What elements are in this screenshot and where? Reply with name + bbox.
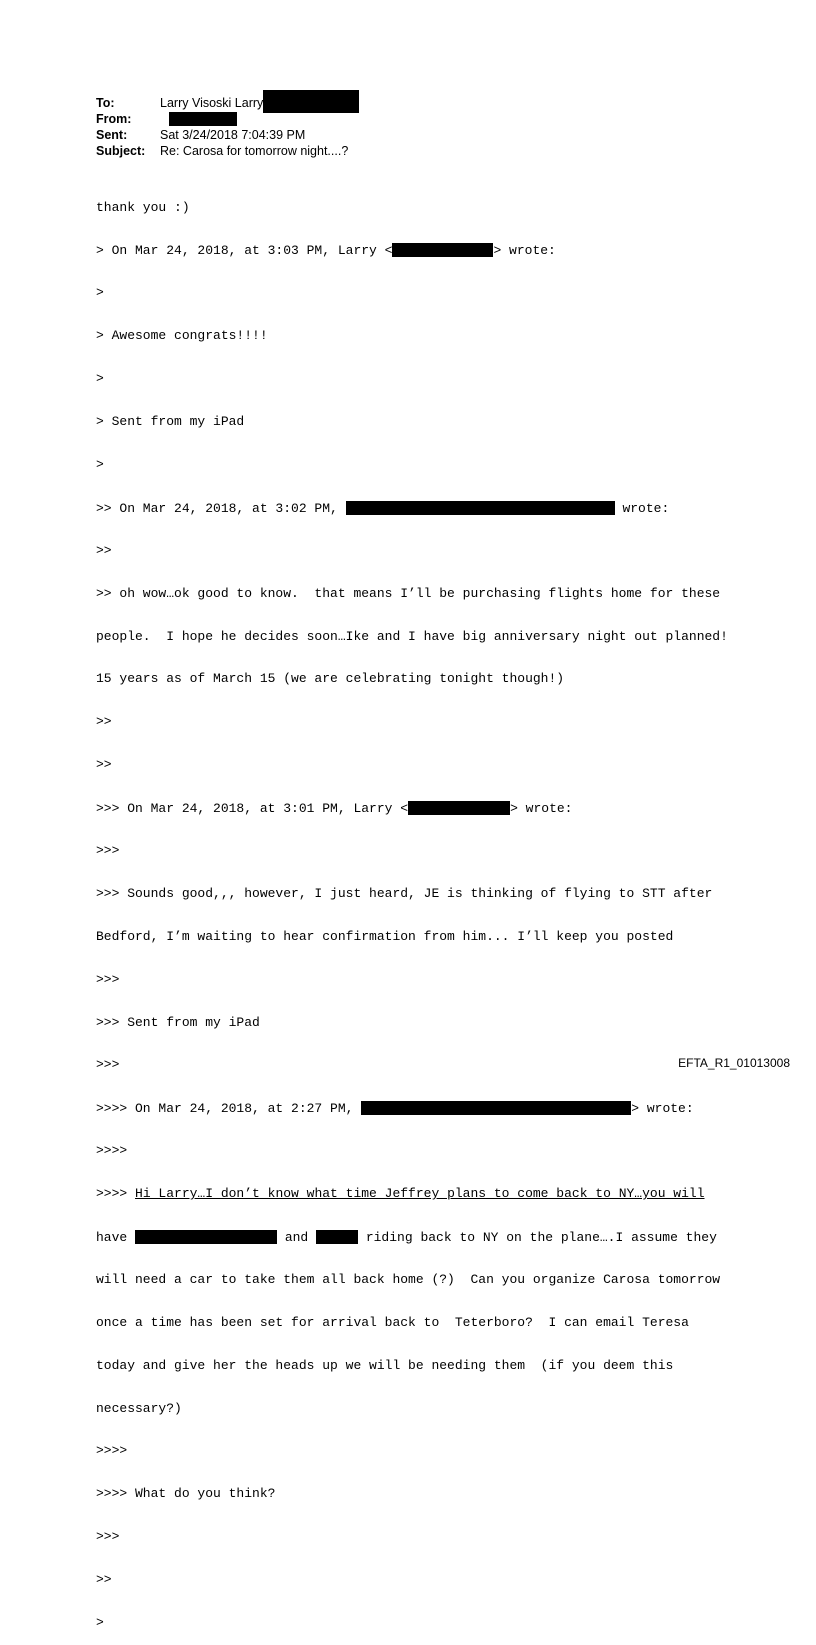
body-text-segment: riding back to NY on the plane….I assume they — [358, 1229, 717, 1245]
body-line: > — [96, 1614, 104, 1630]
from-value — [160, 111, 237, 127]
redaction-box — [135, 1230, 277, 1244]
body-line: >>>> What do you think? — [96, 1486, 276, 1502]
body-line: >>> — [96, 971, 120, 987]
body-text-segment: wrote: — [614, 500, 670, 516]
sent-label: Sent: — [96, 128, 128, 142]
to-name: Larry Visoski Larry — [160, 96, 264, 110]
body-text-segment: have — [96, 1229, 136, 1245]
body-text-segment: Hi Larry…I don’t know what time Jeffrey plans to come back to NY…you will — [135, 1186, 705, 1202]
body-line: Bedford, I’m waiting to hear confirmation from him... I’ll keep you posted — [96, 928, 674, 944]
body-line: >> — [96, 757, 112, 773]
body-line: thank you :) — [96, 199, 190, 215]
body-line: >>>> — [96, 1143, 128, 1159]
body-line: necessary?) — [96, 1400, 182, 1416]
body-line: >> oh wow…ok good to know. that means I’ll be purchasing flights home for these — [96, 585, 721, 601]
body-line: >> — [96, 714, 112, 730]
body-line — [96, 501, 728, 515]
body-line: >>> — [96, 1529, 120, 1545]
body-line — [96, 1101, 728, 1115]
body-line: > — [96, 285, 104, 301]
body-line: > Awesome congrats!!!! — [96, 328, 268, 344]
email-body — [96, 172, 728, 1645]
body-line — [96, 801, 728, 815]
body-text-segment: >>> On Mar 24, 2018, at 3:01 PM, Larry < — [96, 801, 409, 817]
body-line: >>> Sounds good,,, however, I just heard, JE is thinking of flying to STT after — [96, 885, 713, 901]
redaction-box — [408, 801, 510, 815]
body-line — [96, 1187, 728, 1201]
body-line: > — [96, 371, 104, 387]
body-text-segment: > wrote: — [631, 1101, 694, 1117]
body-line: people. I hope he decides soon…Ike and I have big anniversary night out planned! — [96, 628, 728, 644]
sent-value: Sat 3/24/2018 7:04:39 PM — [160, 128, 306, 142]
redaction-box — [169, 112, 237, 126]
redaction-box — [316, 1230, 358, 1244]
body-line: >>> — [96, 842, 120, 858]
redaction-box — [263, 90, 359, 113]
redaction-box — [346, 501, 615, 515]
document-id: EFTA_R1_01013008 — [678, 1056, 790, 1070]
body-text-segment: > wrote: — [510, 801, 573, 817]
body-line: > Sent from my iPad — [96, 414, 245, 430]
body-line: today and give her the heads up we will be needing them (if you deem this — [96, 1357, 674, 1373]
body-line: >>> — [96, 1057, 120, 1073]
body-line: >>> Sent from my iPad — [96, 1014, 260, 1030]
body-text-segment: >>>> — [96, 1186, 136, 1202]
from-label: From: — [96, 112, 132, 126]
body-line: will need a car to take them all back home (?) Can you organize Carosa tomorrow — [96, 1271, 721, 1287]
body-line: 15 years as of March 15 (we are celebrating tonight though!) — [96, 671, 565, 687]
redaction-box — [392, 243, 493, 257]
body-line — [96, 243, 728, 257]
body-line: once a time has been set for arrival back to Teterboro? I can email Teresa — [96, 1314, 689, 1330]
body-line: >> — [96, 1572, 112, 1588]
body-text-segment: >> On Mar 24, 2018, at 3:02 PM, — [96, 500, 346, 516]
body-line: >>>> — [96, 1443, 128, 1459]
body-text-segment: > wrote: — [493, 243, 556, 259]
body-text-segment: > On Mar 24, 2018, at 3:03 PM, Larry < — [96, 243, 393, 259]
body-text-segment: and — [277, 1229, 317, 1245]
body-text-segment: >>>> On Mar 24, 2018, at 2:27 PM, — [96, 1101, 362, 1117]
subject-value: Re: Carosa for tomorrow night....? — [160, 144, 349, 158]
subject-label: Subject: — [96, 144, 146, 158]
to-label: To: — [96, 96, 115, 110]
body-line: > — [96, 456, 104, 472]
redaction-box — [361, 1101, 631, 1115]
body-line: >> — [96, 542, 112, 558]
body-line — [96, 1230, 728, 1244]
